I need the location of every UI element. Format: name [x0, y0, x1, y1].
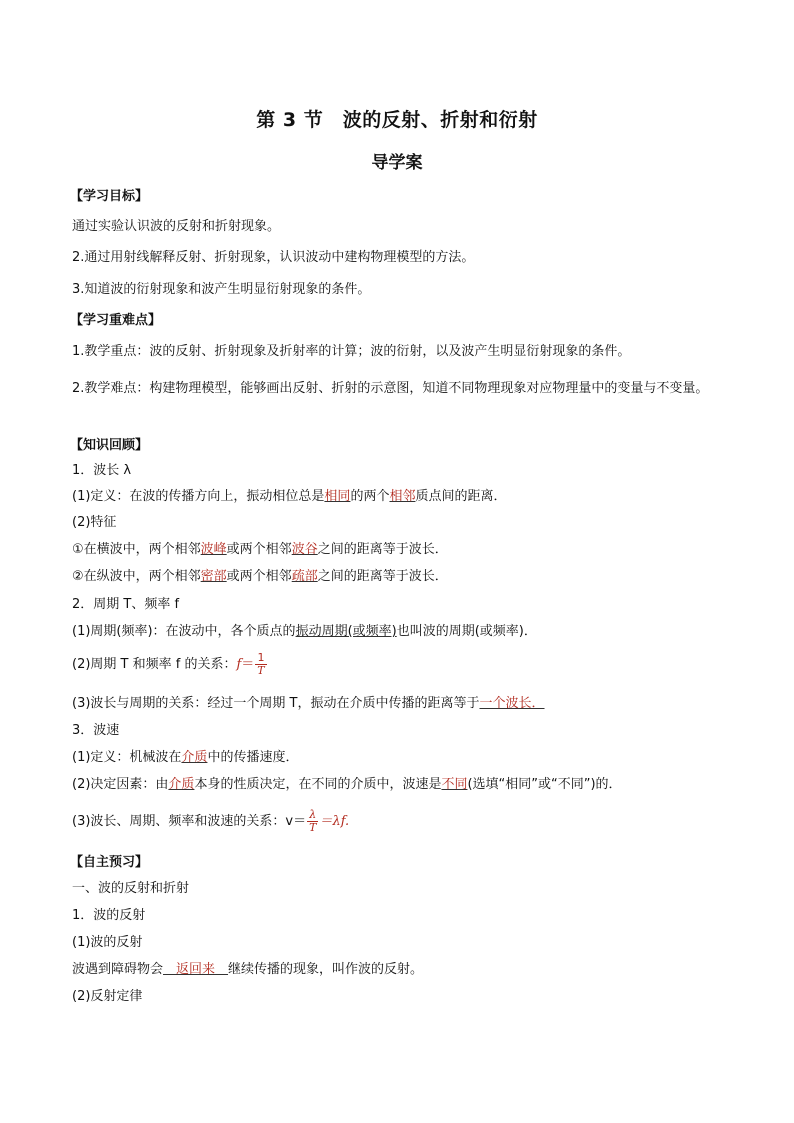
goal-item: 通过实验认识波的反射和折射现象。 [72, 219, 281, 234]
page-subtitle: 导学案 [371, 153, 423, 173]
part-title: 一、波的反射和折射 [72, 881, 190, 896]
section-title: 3．波速 [72, 723, 120, 738]
definition-line: (1)定义：在波的传播方向上，振动相位总是相同的两个相邻质点间的距离． [72, 489, 507, 504]
answer-blank: 密部 [200, 569, 227, 584]
answer-blank: 振动周期(或频率) [295, 624, 397, 639]
speed-relation-line: (3)波长、周期、频率和波速的关系：v＝ $\frac{\lambda}{T}$ ＝λf. [72, 808, 350, 834]
review-heading: 【知识回顾】 [70, 438, 149, 453]
answer-blank: 介质 [168, 777, 195, 792]
answer-blank: 波峰 [200, 542, 227, 557]
answer-blank: 不同 [441, 777, 468, 792]
answer-blank: 相邻 [389, 489, 416, 504]
section-title: 1．波的反射 [72, 908, 146, 923]
section-title: 2．周期 T、频率 f [72, 597, 180, 612]
section-title: 1．波长 λ [72, 463, 132, 478]
answer-blank: 相同 [324, 489, 351, 504]
page-title: 第 3 节 波的反射、折射和衍射 [256, 109, 538, 131]
answer-blank: 疏部 [291, 569, 318, 584]
subsection-title: (1)波的反射 [72, 935, 143, 950]
subsection-title: (2)反射定律 [72, 989, 143, 1004]
fraction: $\frac{\lambda}{T}$ [309, 808, 317, 834]
answer-blank: 一个波长． [479, 696, 545, 711]
reflection-line: 波遇到障碍物会 返回来 继续传播的现象，叫作波的反射。 [72, 962, 424, 977]
answer-blank: 介质 [181, 750, 208, 765]
period-line: (1)周期(频率)：在波动中，各个质点的振动周期(或频率)也叫波的周期(或频率)． [72, 624, 537, 639]
feature-heading: (2)特征 [72, 515, 117, 530]
keypoint-item: 1.教学重点：波的反射、折射现象及折射率的计算；波的衍射，以及波产生明显衍射现象的条件。 [72, 344, 631, 359]
speed-factor-line: (2)决定因素：由介质本身的性质决定，在不同的介质中，波速是不同(选填“相同”或“不同”)的． [72, 777, 622, 792]
fraction: $\frac{1}{T}$ [257, 651, 265, 677]
answer-blank: 返回来 [163, 962, 229, 977]
keypoint-item: 2.教学难点：构建物理模型，能够画出反射、折射的示意图，知道不同物理现象对应物理量中的变量与不变量。 [72, 381, 709, 396]
goal-item: 2.通过用射线解释反射、折射现象，认识波动中建构物理模型的方法。 [72, 250, 475, 265]
goals-heading: 【学习目标】 [70, 189, 149, 204]
feature-line: ②在纵波中，两个相邻密部或两个相邻疏部之间的距离等于波长． [72, 569, 448, 584]
wavelength-period-line: (3)波长与周期的关系：经过一个周期 T，振动在介质中传播的距离等于一个波长． [72, 696, 545, 711]
speed-definition-line: (1)定义：机械波在介质中的传播速度． [72, 750, 299, 765]
answer-blank: 波谷 [291, 542, 318, 557]
feature-line: ①在横波中，两个相邻波峰或两个相邻波谷之间的距离等于波长． [72, 542, 448, 557]
goal-item: 3.知道波的衍射现象和波产生明显衍射现象的条件。 [72, 282, 371, 297]
frequency-relation-line: (2)周期 T 和频率 f 的关系：f＝ $\frac{1}{T}$ [72, 651, 265, 677]
preview-heading: 【自主预习】 [70, 855, 149, 870]
keypoints-heading: 【学习重难点】 [70, 313, 162, 328]
